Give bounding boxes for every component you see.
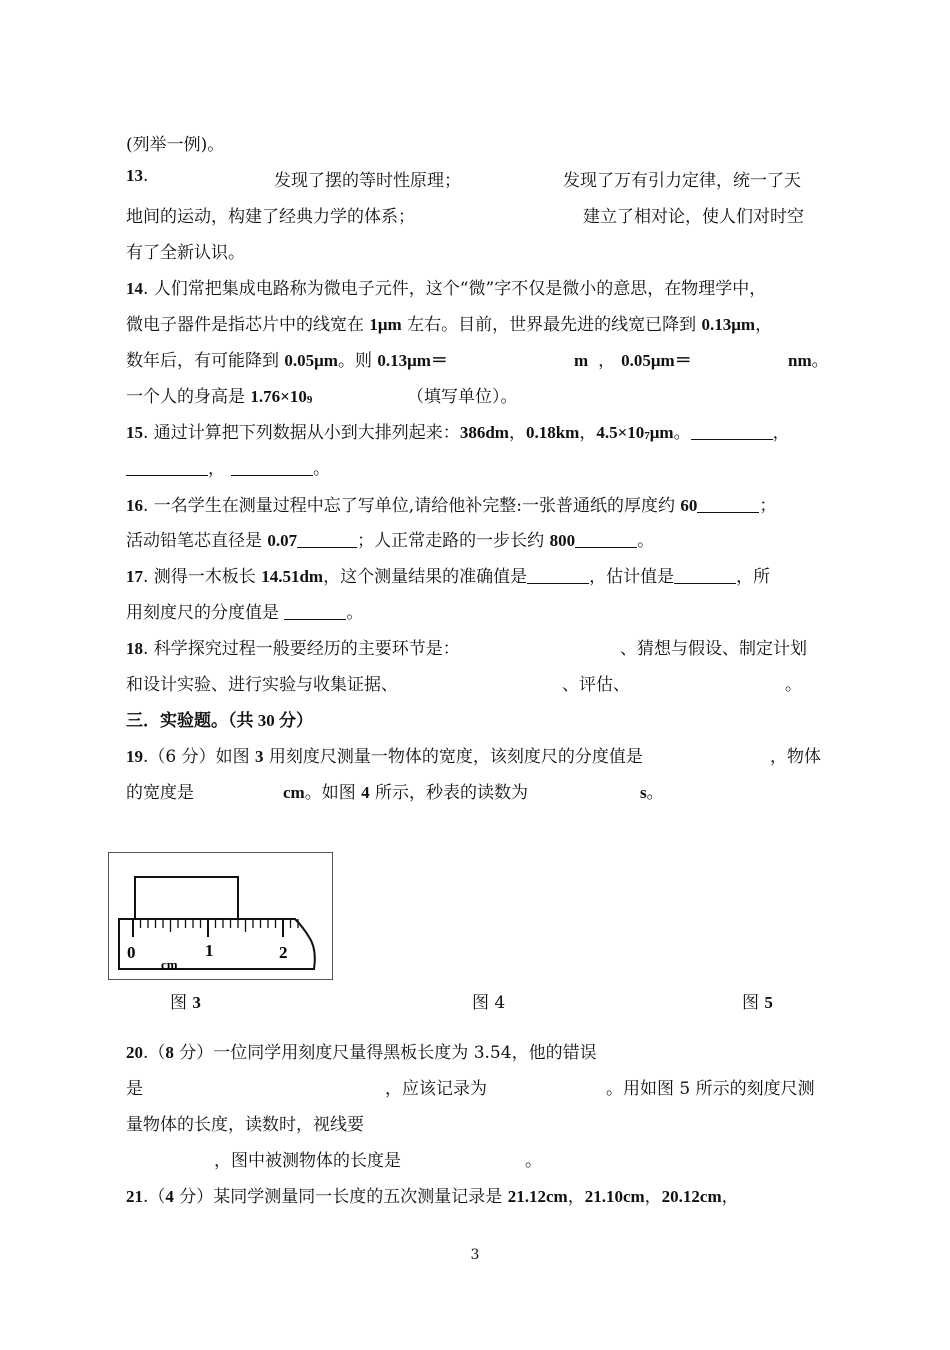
bold-value: 20.12cm bbox=[661, 1187, 722, 1206]
exponent: 9 bbox=[306, 394, 313, 406]
question-14-line-3 bbox=[126, 346, 448, 371]
line-text: ， bbox=[508, 423, 526, 443]
question-15-line-2 bbox=[126, 454, 330, 479]
question-18-part bbox=[785, 670, 802, 695]
line-text: 。 bbox=[525, 1151, 542, 1171]
line-text: ， bbox=[567, 1187, 585, 1207]
line-text: 建立了相对论，使人们对时空 bbox=[583, 207, 804, 227]
line-text: . 通过计算把下列数据从小到大排列起来： bbox=[143, 423, 460, 443]
question-18-line-1 bbox=[126, 634, 460, 659]
question-13-line-1 bbox=[126, 166, 148, 186]
line-text: 。 bbox=[637, 531, 655, 551]
question-16-line-2 bbox=[126, 526, 654, 551]
question-14-part bbox=[407, 382, 518, 407]
line-text: 、猜想与假设、制定计划 bbox=[620, 639, 807, 659]
line-text: ，应该记录为 bbox=[385, 1079, 487, 1099]
answer-blank[interactable] bbox=[697, 498, 759, 513]
question-18-part bbox=[620, 634, 807, 659]
bold-value: 21.12cm bbox=[507, 1187, 568, 1206]
line-text: ， bbox=[579, 423, 597, 443]
line-text: .（ bbox=[143, 1187, 166, 1207]
bold-value: 0.18km bbox=[525, 423, 580, 442]
question-number: 15 bbox=[126, 423, 143, 442]
ruler-label-1: 1 bbox=[205, 941, 214, 960]
line-text: 所示，秒表的读数为 bbox=[369, 783, 529, 803]
unit-label: m bbox=[574, 351, 589, 370]
line-text: ， bbox=[721, 1187, 739, 1207]
line-text: ，这个测量结果的准确值是 bbox=[323, 567, 528, 587]
bold-value: 8 bbox=[165, 1043, 174, 1062]
figure-3-ruler bbox=[108, 852, 333, 980]
question-20-line-3 bbox=[126, 1110, 364, 1135]
line-text: ，图中被测物体的长度是 bbox=[214, 1151, 401, 1171]
question-number: 14 bbox=[126, 279, 143, 298]
bold-value: μm bbox=[649, 423, 674, 442]
line-text: . bbox=[143, 166, 149, 186]
line-text: .（6 分）如图 bbox=[143, 747, 256, 767]
ruler-illustration bbox=[109, 853, 332, 979]
question-number: 18 bbox=[126, 639, 143, 658]
question-14-line-1 bbox=[126, 274, 766, 299]
exponent: 7 bbox=[644, 430, 650, 442]
ruler-label-0: 0 bbox=[127, 943, 136, 962]
line-text: 发现了摆的等时性原理； bbox=[274, 171, 461, 191]
figure-4-caption bbox=[472, 988, 505, 1013]
unit-label: nm bbox=[788, 351, 812, 370]
bold-value: 0.13μm＝ bbox=[377, 351, 448, 370]
caption-number: 3 bbox=[192, 993, 201, 1012]
line-text: 地间的运动，构建了经典力学的体系； bbox=[126, 207, 415, 227]
bold-value: 3 bbox=[255, 747, 264, 766]
bold-value: 0.07 bbox=[267, 531, 298, 550]
line-text: 分）一位同学用刻度尺量得黑板长度为 3.54，他的错误 bbox=[173, 1043, 597, 1063]
line-text: 活动铅笔芯直径是 bbox=[126, 531, 268, 551]
line-text: 。如图 bbox=[304, 783, 362, 803]
question-number: 21 bbox=[126, 1187, 143, 1206]
question-number: 16 bbox=[126, 496, 143, 515]
unit-label: cm bbox=[283, 783, 305, 802]
bold-value: 0.13μm bbox=[701, 315, 756, 334]
question-19-line-2 bbox=[126, 778, 194, 803]
line-text: ，物体 bbox=[770, 747, 821, 767]
figure-3-caption bbox=[170, 988, 201, 1013]
ruler-ticks bbox=[133, 919, 298, 937]
bold-value: 0.05μm bbox=[284, 351, 338, 370]
bold-value: 4 bbox=[361, 783, 370, 802]
question-18-line-2 bbox=[126, 670, 398, 695]
line-text: 。 bbox=[811, 351, 829, 371]
bold-value: 800 bbox=[549, 531, 576, 550]
bold-value: 386dm bbox=[459, 423, 509, 442]
bold-value: 4 bbox=[165, 1187, 174, 1206]
question-17-line-2 bbox=[126, 598, 363, 623]
question-19-part bbox=[770, 742, 821, 767]
question-13-part bbox=[274, 166, 461, 191]
line-text: 。则 bbox=[337, 351, 378, 371]
answer-blank[interactable] bbox=[231, 461, 313, 476]
line-text: ，估计值是 bbox=[589, 567, 675, 587]
line-text: ， bbox=[755, 315, 773, 335]
line-text: 一个人的身高是 bbox=[126, 387, 251, 407]
caption-text: 图 bbox=[170, 993, 193, 1013]
answer-blank[interactable] bbox=[297, 533, 357, 548]
answer-blank[interactable] bbox=[575, 533, 637, 548]
answer-blank[interactable] bbox=[126, 461, 208, 476]
question-number: 13 bbox=[126, 166, 143, 185]
question-14-line-2 bbox=[126, 310, 772, 335]
line-text: 。 bbox=[785, 675, 802, 695]
question-number: 20 bbox=[126, 1043, 143, 1062]
question-13-line-3 bbox=[126, 238, 245, 263]
question-13-part bbox=[583, 202, 804, 227]
text-line bbox=[126, 130, 224, 155]
question-21-line-1 bbox=[126, 1182, 739, 1207]
question-19-line-1 bbox=[126, 742, 643, 767]
figure-5-caption bbox=[742, 988, 773, 1013]
line-text: . 测得一木板长 bbox=[143, 567, 262, 587]
line-text: 量物体的长度，读数时，视线要 bbox=[126, 1115, 364, 1135]
line-text: ， bbox=[598, 351, 616, 371]
bold-value: 1.76×10 bbox=[250, 387, 307, 406]
question-14-part bbox=[574, 346, 692, 371]
question-20-line-2 bbox=[126, 1074, 143, 1099]
answer-blank[interactable] bbox=[674, 569, 736, 584]
measured-object bbox=[135, 877, 238, 919]
question-number: 17 bbox=[126, 567, 143, 586]
line-text: 数年后，有可能降到 bbox=[126, 351, 285, 371]
line-text: 左右。目前，世界最先进的线宽已降到 bbox=[401, 315, 702, 335]
line-text: . 人们常把集成电路称为微电子元件，这个“微”字不仅是微小的意思，在物理学中， bbox=[143, 279, 767, 299]
line-text: 。 bbox=[673, 423, 691, 443]
ruler-unit: cm bbox=[161, 957, 178, 972]
line-text: 是 bbox=[126, 1079, 143, 1099]
line-text: 的宽度是 bbox=[126, 783, 194, 803]
question-16-line-1 bbox=[126, 491, 776, 516]
section-heading bbox=[126, 706, 313, 731]
question-13-line-2 bbox=[126, 202, 415, 227]
question-13-part bbox=[563, 166, 801, 191]
bold-value: 14.51dm bbox=[261, 567, 324, 586]
line-text: . 一名学生在测量过程中忘了写单位,请给他补完整:一张普通纸的厚度约 bbox=[143, 496, 681, 516]
line-text: . 科学探究过程一般要经历的主要环节是： bbox=[143, 639, 460, 659]
question-17-line-1 bbox=[126, 562, 770, 587]
bold-value: 60 bbox=[680, 496, 698, 515]
question-14-line-4 bbox=[126, 382, 312, 407]
line-text: 。 bbox=[346, 603, 364, 623]
bold-value: 0.05μm＝ bbox=[621, 351, 692, 370]
section-title: 三．实验题。（共 30 分） bbox=[126, 711, 313, 730]
bold-value: 1μm bbox=[369, 315, 402, 334]
line-text: 发现了万有引力定律，统一了天 bbox=[563, 171, 801, 191]
ruler-label-2: 2 bbox=[279, 943, 288, 962]
question-19-part bbox=[640, 778, 664, 803]
question-15-line-1 bbox=[126, 418, 790, 443]
line-text: （填写单位）。 bbox=[407, 387, 518, 407]
answer-blank[interactable] bbox=[691, 425, 773, 440]
answer-blank[interactable] bbox=[284, 605, 346, 620]
question-number: 19 bbox=[126, 747, 143, 766]
caption-text: 图 bbox=[742, 993, 765, 1013]
line-text: ； bbox=[759, 496, 777, 516]
question-18-part bbox=[562, 670, 630, 695]
answer-blank[interactable] bbox=[527, 569, 589, 584]
line-text: 分）某同学测量同一长度的五次测量记录是 bbox=[173, 1187, 508, 1207]
line-text: ， bbox=[772, 423, 790, 443]
line-text: (列举一例)。 bbox=[126, 135, 225, 155]
line-text: 用刻度尺的分度值是 bbox=[126, 603, 285, 623]
line-text: 、评估、 bbox=[562, 675, 630, 695]
unit-label: s bbox=[640, 783, 647, 802]
question-20-part bbox=[385, 1074, 487, 1099]
question-20-line-4 bbox=[214, 1146, 401, 1171]
line-text: 。 bbox=[646, 783, 664, 803]
line-text: ， bbox=[208, 459, 225, 479]
bold-value: 21.10cm bbox=[584, 1187, 645, 1206]
line-text: ；人正常走路的一步长约 bbox=[357, 531, 550, 551]
caption-number: 5 bbox=[764, 993, 773, 1012]
bold-value: 4.5×10 bbox=[596, 423, 645, 442]
question-14-part bbox=[788, 346, 829, 371]
line-text: 有了全新认识。 bbox=[126, 243, 245, 263]
question-20-line-1 bbox=[126, 1038, 597, 1063]
line-text: ，所 bbox=[736, 567, 771, 587]
line-text: 用刻度尺测量一物体的宽度，该刻度尺的分度值是 bbox=[263, 747, 643, 767]
question-20-part bbox=[525, 1146, 542, 1171]
question-19-part bbox=[283, 778, 528, 803]
page-number: 3 bbox=[470, 1247, 480, 1263]
line-text: 和设计实验、进行实验与收集证据、 bbox=[126, 675, 398, 695]
question-20-part bbox=[606, 1074, 815, 1099]
line-text: 微电子器件是指芯片中的线宽在 bbox=[126, 315, 370, 335]
line-text: .（ bbox=[143, 1043, 166, 1063]
line-text: 。用如图 5 所示的刻度尺测 bbox=[606, 1079, 815, 1099]
line-text: ， bbox=[644, 1187, 662, 1207]
line-text: 。 bbox=[313, 459, 330, 479]
caption-text: 图 4 bbox=[472, 993, 506, 1013]
